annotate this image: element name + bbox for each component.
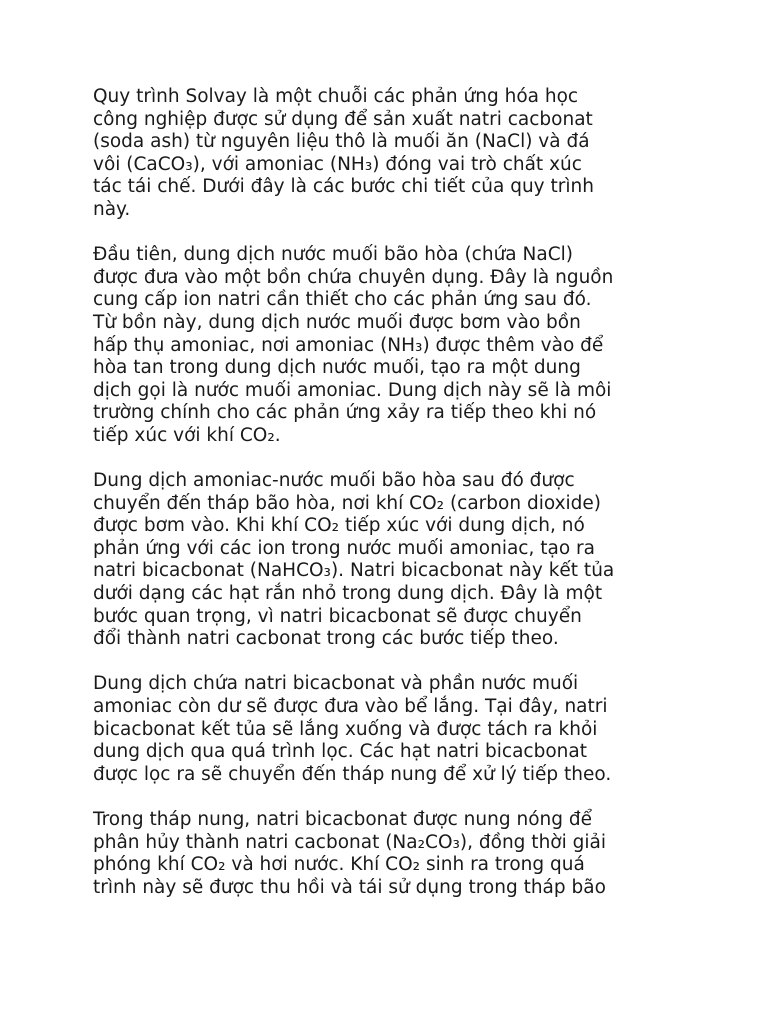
text-line: natri bicacbonat (NaHCO₃). Natri bicacbonat này kết tủa [93, 560, 615, 582]
text-line: bước quan trọng, vì natri bicacbonat sẽ được chuyển [93, 605, 582, 627]
text-line: amoniac còn dư sẽ được đưa vào bể lắng. Tại đây, natri [93, 696, 608, 718]
text-line: được lọc ra sẽ chuyển đến tháp nung để xử lý tiếp theo. [93, 763, 612, 785]
text-line: Dung dịch chứa natri bicacbonat và phần nước muối [93, 673, 579, 695]
text-line: phóng khí CO₂ và hơi nước. Khí CO₂ sinh ra trong quá [93, 854, 585, 876]
text-line: được đưa vào một bồn chứa chuyên dụng. Đây là nguồn [93, 266, 614, 288]
text-line: trường chính cho các phản ứng xảy ra tiếp theo khi nó [93, 402, 597, 424]
text-line: Quy trình Solvay là một chuỗi các phản ứng hóa học [93, 86, 579, 107]
text-line: dưới dạng các hạt rắn nhỏ trong dung dịch. Đây là một [93, 583, 603, 605]
text-line: hấp thụ amoniac, nơi amoniac (NH₃) được thêm vào để [93, 334, 604, 356]
text-line: tác tái chế. Dưới đây là các bước chi tiết của quy trình [93, 176, 594, 198]
text-line: công nghiệp được sử dụng để sản xuất natri cacbonat [93, 108, 593, 130]
text-line: vôi (CaCO₃), với amoniac (NH₃) đóng vai trò chất xúc [93, 153, 582, 175]
text-line: (soda ash) từ nguyên liệu thô là muối ăn (NaCl) và đá [93, 131, 590, 153]
text-line: dịch gọi là nước muối amoniac. Dung dịch này sẽ là môi [93, 379, 612, 401]
text-line: chuyển đến tháp bão hòa, nơi khí CO₂ (carbon dioxide) [93, 492, 602, 514]
text-line: trình này sẽ được thu hồi và tái sử dụng trong tháp bão [93, 876, 606, 898]
paragraph-brine-ammonia [93, 244, 683, 447]
text-line: tiếp xúc với khí CO₂. [93, 424, 281, 446]
text-line: Từ bồn này, dung dịch nước muối được bơm vào bồn [93, 311, 581, 333]
paragraph-calcination [93, 809, 683, 899]
text-line: cung cấp ion natri cần thiết cho các phản ứng sau đó. [93, 289, 592, 311]
text-line: hòa tan trong dung dịch nước muối, tạo ra một dung [93, 357, 581, 379]
text-line: bicacbonat kết tủa sẽ lắng xuống và được tách ra khỏi [93, 718, 598, 740]
text-line: được bơm vào. Khi khí CO₂ tiếp xúc với dung dịch, nó [93, 515, 585, 537]
paragraph-intro [93, 86, 683, 222]
text-line: Trong tháp nung, natri bicacbonat được nung nóng để [93, 809, 592, 830]
text-line: Đầu tiên, dung dịch nước muối bão hòa (chứa NaCl) [93, 244, 573, 266]
text-line: Dung dịch amoniac-nước muối bão hòa sau đó được [93, 470, 575, 492]
text-line: phản ứng với các ion trong nước muối amoniac, tạo ra [93, 537, 595, 559]
text-line: này. [93, 198, 131, 220]
paragraph-settling-tank [93, 673, 683, 786]
document-body [93, 86, 683, 922]
text-line: phân hủy thành natri cacbonat (Na₂CO₃), đồng thời giải [93, 831, 606, 853]
paragraph-carbonation-tower [93, 470, 683, 651]
text-line: dung dịch qua quá trình lọc. Các hạt natri bicacbonat [93, 741, 587, 763]
text-line: đổi thành natri cacbonat trong các bước tiếp theo. [93, 628, 559, 650]
